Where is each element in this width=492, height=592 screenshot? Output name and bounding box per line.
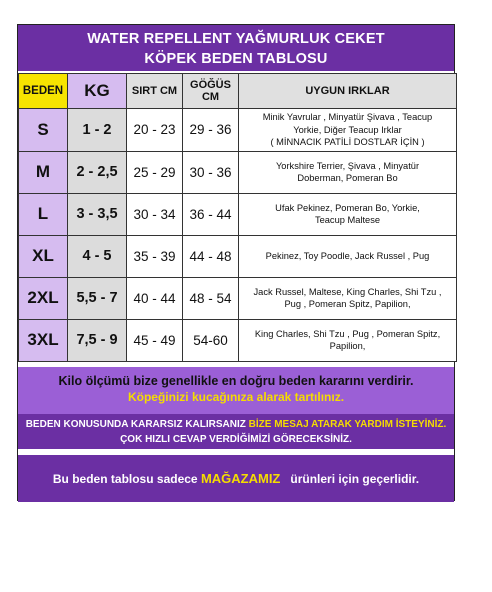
breeds-cell — [239, 319, 457, 361]
sirt-cell: 30 - 34 — [127, 193, 183, 235]
gogus-cell: 48 - 54 — [183, 277, 239, 319]
gogus-cell: 29 - 36 — [183, 109, 239, 152]
sirt-cell: 35 - 39 — [127, 235, 183, 277]
breed-line: ( MİNNACIK PATİLİ DOSTLAR İÇİN ) — [270, 137, 425, 147]
footer-text-after: ürünleri için geçerlidir. — [280, 472, 420, 486]
size-row — [19, 235, 457, 277]
notes-banner — [18, 367, 454, 414]
kg-cell: 4 - 5 — [68, 235, 127, 277]
sirt-cell: 20 - 23 — [127, 109, 183, 152]
gogus-cell: 44 - 48 — [183, 235, 239, 277]
sirt-cell: 45 - 49 — [127, 319, 183, 361]
gogus-cell: 36 - 44 — [183, 193, 239, 235]
breeds-cell — [239, 277, 457, 319]
warning-banner — [18, 414, 454, 449]
size-chart-sheet — [17, 24, 455, 501]
warning-line-2: ÇOK HIZLI CEVAP VERDİĞİMİZİ GÖRECEKSİNİZ. — [120, 434, 352, 445]
breeds-cell — [239, 151, 457, 193]
breed-line: Papilion, — [329, 341, 366, 351]
breed-line: Yorkie, Diğer Teacup Irklar — [293, 124, 402, 135]
gogus-cell: 30 - 36 — [183, 151, 239, 193]
warning-highlight: BİZE MESAJ ATARAK YARDIM İSTEYİNİZ. — [248, 419, 447, 430]
breed-line: Yorkshire Terrier, Şivava , Minyatür — [275, 160, 420, 171]
kg-cell: 2 - 2,5 — [68, 151, 127, 193]
size-cell: L — [19, 193, 68, 235]
size-cell: 2XL — [19, 277, 68, 319]
breed-line: Teacup Maltese — [314, 215, 381, 225]
size-cell: S — [19, 109, 68, 152]
breed-line: Ufak Pekinez, Pomeran Bo, Yorkie, — [275, 202, 420, 213]
size-row — [19, 193, 457, 235]
header-beden: BEDEN — [19, 74, 68, 109]
breed-line: Doberman, Pomeran Bo — [297, 173, 398, 183]
kg-cell: 3 - 3,5 — [68, 193, 127, 235]
sirt-cell: 25 - 29 — [127, 151, 183, 193]
sirt-cell: 40 - 44 — [127, 277, 183, 319]
footer-highlight: MAĞAZAMIZ — [200, 471, 281, 486]
size-table — [18, 73, 457, 362]
breed-line: Pekinez, Toy Poodle, Jack Russel , Pug — [265, 250, 430, 261]
breed-line: Jack Russel, Maltese, King Charles, Shi Tzu , — [253, 286, 442, 297]
warning-line-1 — [18, 417, 454, 432]
title-line-2: KÖPEK BEDEN TABLOSU — [144, 51, 328, 67]
kg-cell: 7,5 - 9 — [68, 319, 127, 361]
header-gogus: GÖĞÜS CM — [183, 74, 239, 109]
header-sirt: SIRT CM — [127, 74, 183, 109]
breeds-cell — [239, 109, 457, 152]
header-kg: KG — [68, 74, 127, 109]
size-row — [19, 319, 457, 361]
breeds-cell — [239, 193, 457, 235]
footer-banner — [18, 455, 454, 502]
header-irklar: UYGUN IRKLAR — [239, 74, 457, 109]
note-kucak: Köpeğinizi kucağınıza alarak tartılınız. — [127, 390, 345, 404]
size-row — [19, 151, 457, 193]
size-row — [19, 109, 457, 152]
title-banner — [18, 25, 454, 71]
gogus-cell: 54-60 — [183, 319, 239, 361]
kg-cell: 5,5 - 7 — [68, 277, 127, 319]
title-line-1: WATER REPELLENT YAĞMURLUK CEKET — [87, 31, 385, 47]
size-cell: 3XL — [19, 319, 68, 361]
breed-line: Minik Yavrular , Minyatür Şivava , Teacup — [262, 112, 433, 122]
size-cell: M — [19, 151, 68, 193]
breed-line: King Charles, Shi Tzu , Pug , Pomeran Spitz, — [254, 328, 441, 339]
kg-cell: 1 - 2 — [68, 109, 127, 152]
note-kilo: Kilo ölçümü bize genellikle en doğru beden kararını verdirir. — [58, 374, 414, 388]
breed-line: Pug , Pomeran Spitz, Papilion, — [284, 299, 411, 309]
size-cell: XL — [19, 235, 68, 277]
size-row — [19, 277, 457, 319]
header-row — [19, 74, 457, 109]
breeds-cell — [239, 235, 457, 277]
warning-text: BEDEN KONUSUNDA KARARSIZ KALIRSANIZ — [25, 419, 249, 430]
footer-text-before: Bu beden tablosu sadece — [52, 472, 201, 486]
